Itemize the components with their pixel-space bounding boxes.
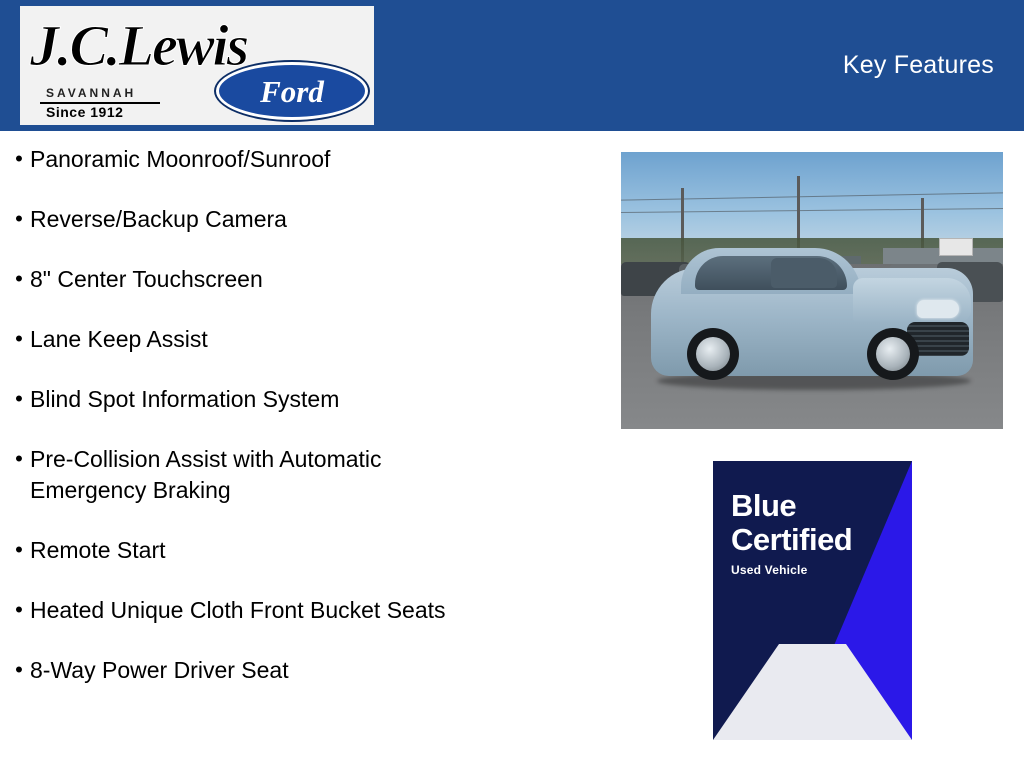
list-item [8,324,588,355]
ford-oval-label: Ford [260,74,324,109]
badge-text-block [731,489,852,577]
background-sign [939,238,973,256]
vehicle-wheel [687,328,739,380]
feature-label: Pre-Collision Assist with Automatic Emergency Braking [30,446,382,503]
logo-since: Since 1912 [46,104,124,120]
dealer-logo [20,6,374,125]
feature-label: Reverse/Backup Camera [30,206,287,232]
bullet-icon: • [15,266,23,291]
list-item [8,444,588,506]
ford-oval-logo [216,62,368,120]
bullet-icon: • [15,537,23,562]
list-item [8,384,588,415]
badge-white-triangle [713,644,912,740]
feature-label: Panoramic Moonroof/Sunroof [30,146,331,172]
key-features-list [8,144,588,715]
page-title: Key Features [842,51,994,79]
logo-wordmark: J.C.Lewis [30,13,248,78]
badge-line-1: Blue [731,488,797,523]
wheel-rim [696,337,730,371]
bullet-icon: • [15,446,23,471]
badge-subtitle: Used Vehicle [731,563,808,577]
vehicle-photo [621,152,1003,429]
bullet-icon: • [15,326,23,351]
blue-certified-badge [713,461,912,740]
list-item [8,535,588,566]
feature-label: Remote Start [30,537,166,563]
feature-label: Heated Unique Cloth Front Bucket Seats [30,597,446,623]
list-item [8,595,588,626]
feature-label: 8-Way Power Driver Seat [30,657,289,683]
feature-label: Lane Keep Assist [30,326,208,352]
feature-label: 8" Center Touchscreen [30,266,263,292]
logo-location: SAVANNAH [46,86,137,100]
list-item [8,655,588,686]
bullet-icon: • [15,597,23,622]
list-item [8,264,588,295]
feature-label: Blind Spot Information System [30,386,340,412]
bullet-icon: • [15,386,23,411]
vehicle-wheel [867,328,919,380]
vehicle-windshield [771,258,837,288]
bullet-icon: • [15,657,23,682]
list-item [8,204,588,235]
vehicle-headlight [917,300,959,318]
bullet-icon: • [15,206,23,231]
bullet-icon: • [15,146,23,171]
list-item [8,144,588,175]
wheel-rim [876,337,910,371]
badge-line-2: Certified [731,522,853,557]
